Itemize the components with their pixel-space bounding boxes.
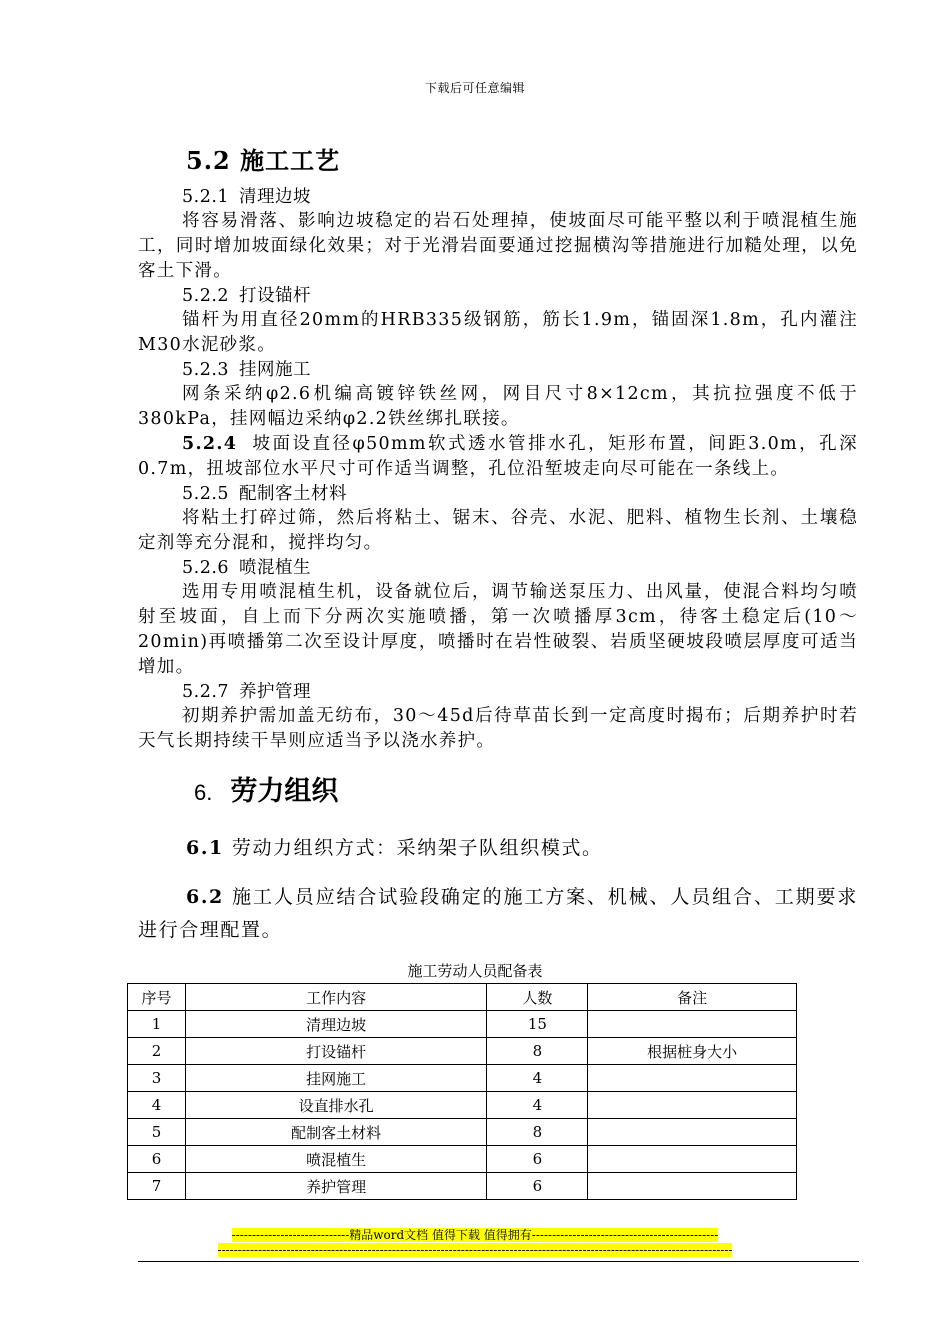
item-5-2-7	[138, 680, 858, 754]
subheading-number: 5.2.1	[182, 187, 230, 207]
subheading-title: 配制客土材料	[239, 484, 348, 504]
subheading-number: 5.2.7	[182, 682, 230, 702]
subheading	[182, 185, 858, 209]
cell-count: 4	[487, 1092, 588, 1119]
paragraph: 将粘土打碎过筛，然后将粘土、锯末、谷壳、水泥、肥料、植物生长剂、土壤稳定剂等充分混和，搅拌均匀。	[138, 508, 858, 553]
paragraph: 初期养护需加盖无纺布，30～45d后待草苗长到一定高度时揭布；后期养护时若天气长期持续干旱则应适当予以浇水养护。	[138, 706, 858, 751]
cell-index: 3	[128, 1065, 186, 1092]
footer-dashes-text: -------------------------------------------------------------------------------------------------------------------------------	[217, 1243, 733, 1257]
table-caption: 施工劳动人员配备表	[407, 962, 543, 980]
subheading	[182, 680, 858, 704]
staff-table	[127, 983, 797, 1200]
subheading-number: 5.2.3	[182, 360, 230, 380]
cell-work: 设直排水孔	[185, 1092, 487, 1119]
cell-note	[588, 1173, 797, 1200]
footer-dashes	[0, 1244, 950, 1257]
paragraph-6-1	[138, 832, 858, 865]
table-row	[128, 1119, 797, 1146]
item-5-2-4	[138, 432, 858, 482]
cell-note	[588, 1011, 797, 1038]
footer-banner-text: -----------------------------精品word文档 值得下载 值得拥有----------------------------------------------	[231, 1228, 719, 1242]
item-5-2-6	[138, 556, 858, 680]
section-5-2-heading: 5.2 施工工艺	[186, 146, 341, 175]
cell-index: 1	[128, 1011, 186, 1038]
cell-note	[588, 1146, 797, 1173]
column-header-count: 人数	[487, 984, 588, 1011]
paragraph-6-2-text: 施工人员应结合试验段确定的施工方案、机械、人员组合、工期要求进行合理配置。	[138, 886, 858, 941]
cell-count: 4	[487, 1065, 588, 1092]
column-header-note: 备注	[588, 984, 797, 1011]
column-header-index: 序号	[128, 984, 186, 1011]
subheading-title: 清理边坡	[239, 187, 312, 207]
cell-work: 清理边坡	[185, 1011, 487, 1038]
section-6-heading	[194, 774, 858, 810]
subheading	[182, 556, 858, 580]
column-header-work: 工作内容	[185, 984, 487, 1011]
cell-work: 打设锚杆	[185, 1038, 487, 1065]
table-row	[128, 1011, 797, 1038]
subheading-title: 养护管理	[239, 682, 312, 702]
table-row	[128, 1146, 797, 1173]
subheading-title: 打设锚杆	[239, 286, 312, 306]
section-6-title: 劳力组织	[230, 776, 339, 806]
subheading-number: 5.2.2	[182, 286, 230, 306]
cell-note: 根据桩身大小	[588, 1038, 797, 1065]
paragraph: 将容易滑落、影响边坡稳定的岩石处理掉，使坡面尽可能平整以利于喷混植生施工，同时增加坡面绿化效果；对于光滑岩面要通过挖掘横沟等措施进行加糙处理，以免客土下滑。	[138, 211, 858, 281]
item-5-2-2	[138, 284, 858, 358]
table-row	[128, 1065, 797, 1092]
paragraph-6-1-text: 劳动力组织方式：采纳架子队组织模式。	[231, 837, 603, 859]
cell-work: 挂网施工	[185, 1065, 487, 1092]
subheading	[182, 482, 858, 506]
paragraph-6-2	[138, 881, 858, 947]
subheading-title: 挂网施工	[239, 360, 312, 380]
paragraph-text: 坡面设直径φ50mm软式透水管排水孔，矩形布置，间距3.0m，孔深0.7m，扭坡部位水平尺寸可作适当调整，孔位沿堑坡走向尽可能在一条线上。	[138, 434, 858, 479]
table-row	[128, 1173, 797, 1200]
item-5-2-5	[138, 482, 858, 556]
paragraph	[138, 432, 858, 482]
paragraph-6-1-number: 6.1	[186, 837, 224, 859]
document-body	[138, 145, 858, 963]
cell-work: 配制客土材料	[185, 1119, 487, 1146]
table-row	[128, 1092, 797, 1119]
cell-index: 7	[128, 1173, 186, 1200]
cell-count: 8	[487, 1038, 588, 1065]
cell-count: 6	[487, 1146, 588, 1173]
cell-work: 养护管理	[185, 1173, 487, 1200]
cell-note	[588, 1119, 797, 1146]
cell-index: 2	[128, 1038, 186, 1065]
subheading-number: 5.2.5	[182, 484, 230, 504]
paragraph: 锚杆为用直径20mm的HRB335级钢筋，筋长1.9m，锚固深1.8m，孔内灌注M30水泥砂浆。	[138, 310, 858, 355]
paragraph: 网条采纳φ2.6机编高镀锌铁丝网，网目尺寸8×12cm，其抗拉强度不低于380kPa，挂网幅边采纳φ2.2铁丝绑扎联接。	[138, 384, 858, 429]
cell-note	[588, 1065, 797, 1092]
cell-count: 6	[487, 1173, 588, 1200]
page-header: 下载后可任意编辑	[424, 81, 525, 95]
paragraph: 选用专用喷混植生机，设备就位后，调节输送泵压力、出风量，使混合料均匀喷射至坡面，自上而下分两次实施喷播，第一次喷播厚3cm，待客土稳定后(10～20min)再喷播第二次至设计厚度，喷播时在岩性破裂、岩质坚硬坡段喷层厚度可适当增加。	[138, 582, 858, 677]
footer-banner	[0, 1229, 950, 1242]
cell-index: 5	[128, 1119, 186, 1146]
item-5-2-1	[138, 185, 858, 284]
section-6-number: 6.	[194, 780, 213, 805]
table-header-row	[128, 984, 797, 1011]
cell-index: 4	[128, 1092, 186, 1119]
cell-count: 8	[487, 1119, 588, 1146]
table-row	[128, 1038, 797, 1065]
cell-index: 6	[128, 1146, 186, 1173]
footer-rule	[138, 1261, 859, 1262]
subheading-number: 5.2.6	[182, 558, 230, 578]
subheading	[182, 284, 858, 308]
subheading	[182, 358, 858, 382]
paragraph-6-2-number: 6.2	[186, 886, 224, 908]
cell-count: 15	[487, 1011, 588, 1038]
subheading-title: 喷混植生	[239, 558, 312, 578]
cell-work: 喷混植生	[185, 1146, 487, 1173]
subheading-number: 5.2.4	[182, 434, 238, 454]
item-5-2-3	[138, 358, 858, 432]
cell-note	[588, 1092, 797, 1119]
